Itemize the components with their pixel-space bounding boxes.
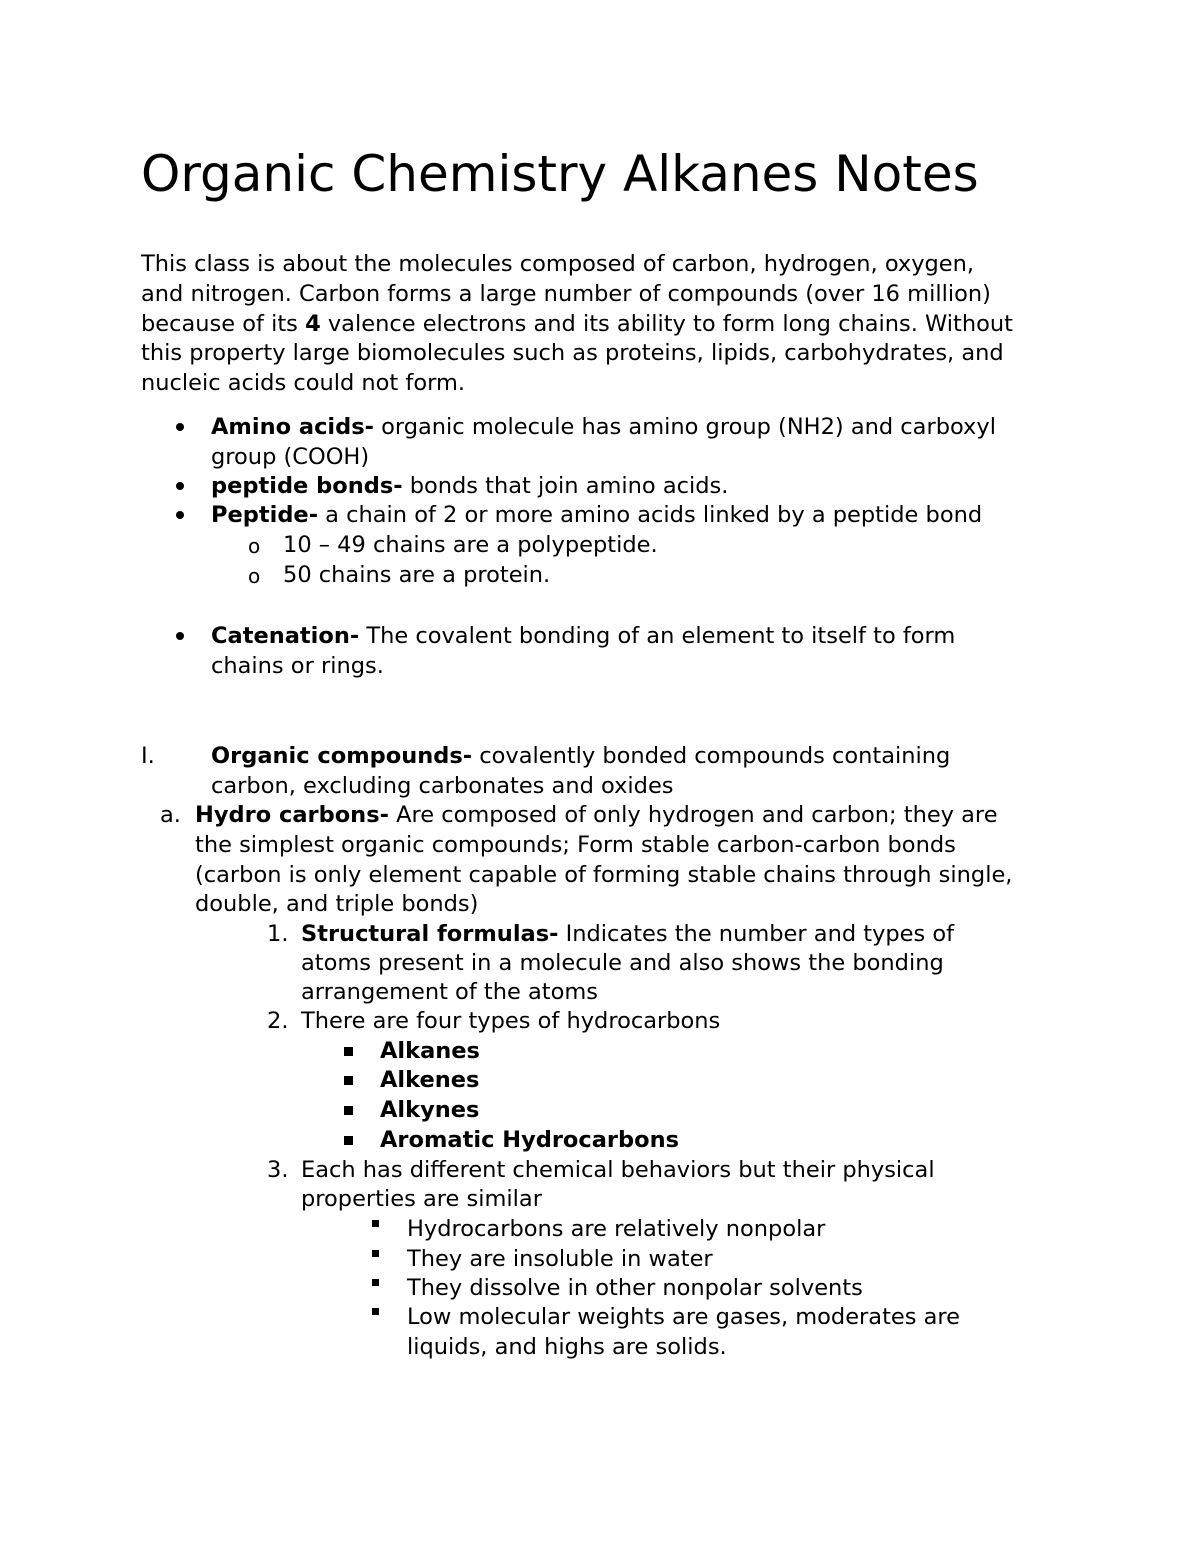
subsection-continuation: (carbon is only element capable of forming stable chains through single, <box>195 862 1013 888</box>
term: Organic compounds- <box>211 743 473 769</box>
list-item <box>211 621 955 651</box>
number-marker: 3. <box>267 1157 289 1183</box>
numbered-item: There are four types of hydrocarbons <box>301 1008 721 1034</box>
type-label: Alkynes <box>380 1097 480 1123</box>
intro-line: This class is about the molecules composed of carbon, hydrogen, oxygen, <box>141 251 975 277</box>
list-item-continuation: group (COOH) <box>211 444 370 470</box>
term: Catenation- <box>211 623 360 649</box>
letter-marker: a. <box>160 802 181 828</box>
intro-text: because of its <box>141 311 306 337</box>
definition: Indicates the number and types of <box>558 921 955 947</box>
square-bullet-icon <box>344 1047 353 1056</box>
subsection-continuation: the simplest organic compounds; Form stable carbon-carbon bonds <box>195 832 956 858</box>
number-marker: 2. <box>267 1008 289 1034</box>
number-marker: 1. <box>267 921 289 947</box>
square-bullet-icon <box>372 1279 379 1286</box>
intro-line: this property large biomolecules such as proteins, lipids, carbohydrates, and <box>141 340 1004 366</box>
section-heading <box>211 741 950 771</box>
section-continuation: carbon, excluding carbonates and oxides <box>211 773 674 799</box>
type-label: Alkenes <box>380 1067 480 1093</box>
roman-numeral: I. <box>141 743 155 769</box>
definition: organic molecule has amino group (NH2) and carboxyl <box>373 414 996 440</box>
definition: a chain of 2 or more amino acids linked by a peptide bond <box>318 502 983 528</box>
property-item: Hydrocarbons are relatively nonpolar <box>407 1216 826 1242</box>
term: Hydro carbons- <box>195 802 389 828</box>
circle-bullet-icon: o <box>248 564 261 588</box>
square-bullet-icon <box>344 1106 353 1115</box>
property-item: They are insoluble in water <box>407 1246 713 1272</box>
term: peptide bonds- <box>211 473 403 499</box>
property-item: Low molecular weights are gases, moderates are <box>407 1304 961 1330</box>
definition: covalently bonded compounds containing <box>472 743 951 769</box>
term: Peptide- <box>211 502 319 528</box>
property-item-continuation: liquids, and highs are solids. <box>407 1334 727 1360</box>
numbered-item-continuation: atoms present in a molecule and also shows the bonding <box>301 950 944 976</box>
list-item <box>211 412 996 442</box>
valence-number: 4 <box>305 311 321 337</box>
square-bullet-icon <box>344 1076 353 1085</box>
list-item <box>211 500 982 530</box>
hydrocarbon-type <box>380 1095 479 1125</box>
bullet-dot-icon <box>176 482 184 490</box>
square-bullet-icon <box>372 1250 379 1257</box>
term: Amino acids- <box>211 414 374 440</box>
subsection-continuation: double, and triple bonds) <box>195 891 479 917</box>
circle-bullet-icon: o <box>248 534 261 558</box>
intro-text: valence electrons and its ability to form long chains. Without <box>320 311 1013 337</box>
subsection-heading <box>195 800 998 830</box>
square-bullet-icon <box>372 1308 379 1315</box>
numbered-item: Each has different chemical behaviors but their physical <box>301 1157 935 1183</box>
intro-line <box>141 309 1013 339</box>
square-bullet-icon <box>372 1220 379 1227</box>
numbered-item <box>301 919 954 949</box>
list-item-continuation: chains or rings. <box>211 653 384 679</box>
property-item: They dissolve in other nonpolar solvents <box>407 1275 863 1301</box>
sub-list-item: 10 – 49 chains are a polypeptide. <box>283 532 658 558</box>
hydrocarbon-type <box>380 1125 679 1155</box>
definition: Are composed of only hydrogen and carbon; they are <box>388 802 998 828</box>
type-label: Alkanes <box>380 1038 480 1064</box>
intro-line: and nitrogen. Carbon forms a large number of compounds (over 16 million) <box>141 281 991 307</box>
list-item <box>211 471 728 501</box>
sub-list-item: 50 chains are a protein. <box>283 562 551 588</box>
bullet-dot-icon <box>176 632 184 640</box>
term: Structural formulas- <box>301 921 559 947</box>
bullet-dot-icon <box>176 423 184 431</box>
intro-line: nucleic acids could not form. <box>141 370 466 396</box>
document-title: Organic Chemistry Alkanes Notes <box>141 145 979 203</box>
hydrocarbon-type <box>380 1065 479 1095</box>
bullet-dot-icon <box>176 511 184 519</box>
type-label: Aromatic Hydrocarbons <box>380 1127 679 1153</box>
definition: bonds that join amino acids. <box>402 473 729 499</box>
numbered-item-continuation: properties are similar <box>301 1186 542 1212</box>
numbered-item-continuation: arrangement of the atoms <box>301 979 598 1005</box>
hydrocarbon-type <box>380 1036 480 1066</box>
definition: The covalent bonding of an element to itself to form <box>359 623 956 649</box>
square-bullet-icon <box>344 1136 353 1145</box>
